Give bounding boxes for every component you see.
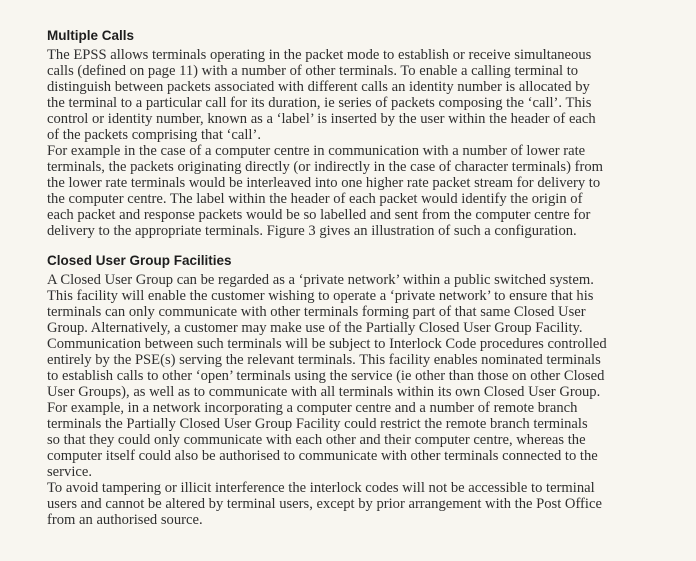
text-line: Communication between such terminals will be subject to Interlock Code procedures controlled <box>47 336 607 352</box>
text-line: each packet and response packets would be so labelled and sent from the computer centre for <box>47 207 591 223</box>
text-line: terminals the Partially Closed User Group Facility could restrict the remote branch terminals <box>47 416 588 432</box>
text-line: terminals can only communicate with other terminals forming part of that same Closed User <box>47 304 586 320</box>
heading-multiple-calls: Multiple Calls <box>47 28 135 43</box>
text-line: This facility will enable the customer wishing to operate a ‘private network’ to ensure that his <box>47 288 594 304</box>
text-line: A Closed User Group can be regarded as a ‘private network’ within a public switched system. <box>47 272 594 288</box>
text-line: service. <box>47 464 92 480</box>
text-line: To avoid tampering or illicit interference the interlock codes will not be accessible to terminal <box>47 480 595 496</box>
text-line: of the packets comprising that ‘call’. <box>47 127 261 143</box>
text-line: The EPSS allows terminals operating in the packet mode to establish or receive simultaneous <box>47 47 592 63</box>
text-line: computer itself could also be authorised to communicate with other terminals connected to the <box>47 448 598 464</box>
text-line: entirely by the PSE(s) serving the relevant terminals. This facility enables nominated terminals <box>47 352 601 368</box>
text-line: so that they could only communicate with each other and their computer centre, whereas the <box>47 432 586 448</box>
text-line: from an authorised source. <box>47 512 203 528</box>
text-line: the lower rate terminals would be interleaved into one higher rate packet stream for delivery to <box>47 175 601 191</box>
text-line: users and cannot be altered by terminal users, except by prior arrangement with the Post Office <box>47 496 602 512</box>
text-line: the computer centre. The label within the header of each packet would identify the origin of <box>47 191 583 207</box>
text-line: distinguish between packets associated with different calls an identity number is allocated by <box>47 79 590 95</box>
text-line: terminals, the packets originating directly (or indirectly in the case of character terminals) from <box>47 159 603 175</box>
text-line: control or identity number, known as a ‘label’ is inserted by the user within the header of each <box>47 111 596 127</box>
text-line: the terminal to a particular call for its duration, ie series of packets composing the ‘call’. This <box>47 95 592 111</box>
heading-closed-user-group: Closed User Group Facilities <box>47 253 232 268</box>
text-line: Group. Alternatively, a customer may make use of the Partially Closed User Group Facility. <box>47 320 583 336</box>
text-line: User Groups), as well as to communicate with all terminals within its own Closed User Group. <box>47 384 601 400</box>
text-line: calls (defined on page 11) with a number of other terminals. To enable a calling terminal to <box>47 63 579 79</box>
text-line: to establish calls to other ‘open’ terminals using the service (ie other than those on other Closed <box>47 368 605 384</box>
text-line: For example, in a network incorporating a computer centre and a number of remote branch <box>47 400 578 416</box>
text-line: For example in the case of a computer centre in communication with a number of lower rate <box>47 143 586 159</box>
text-line: delivery to the appropriate terminals. Figure 3 gives an illustration of such a configuration. <box>47 223 577 239</box>
